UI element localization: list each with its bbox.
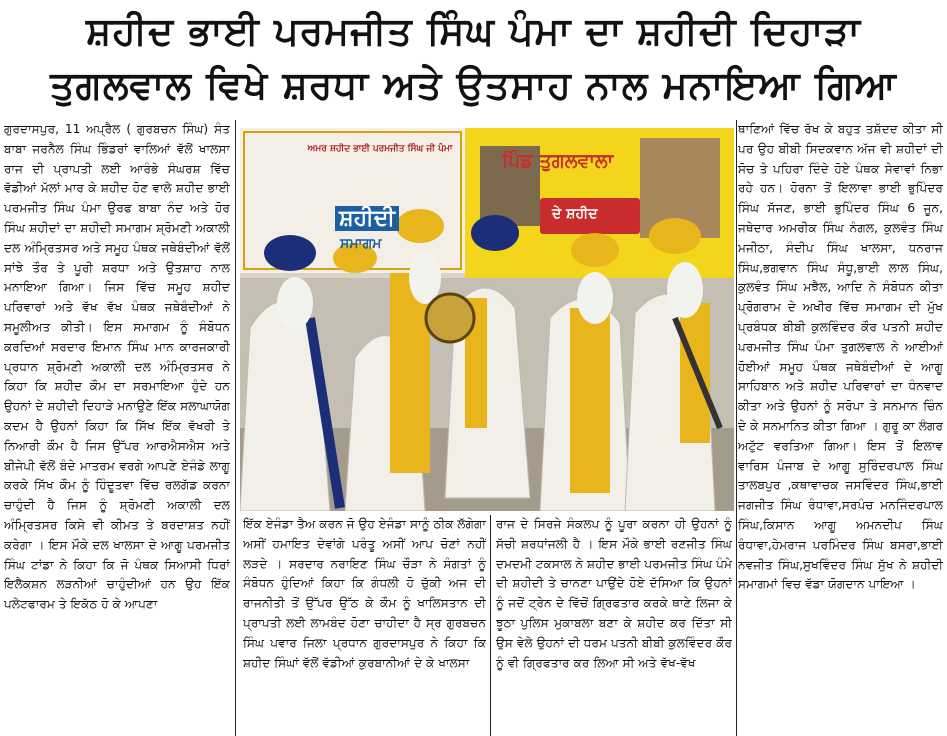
headline-line-2: ਤੁਗਲਵਾਲ ਵਿਖੇ ਸ਼ਰਧਾ ਅਤੇ ਉਤਸਾਹ ਨਾਲ ਮਨਾਇਆ ਗਿਆ (50, 63, 897, 107)
article-column-right (738, 120, 943, 736)
event-photo-illustration (240, 128, 734, 511)
article-text-right: ਥਾਣਿਆਂ ਵਿੱਚ ਰੱਖ ਕੇ ਬਹੁਤ ਤਸ਼ੱਦਦ ਕੀਤਾ ਸੀ ਪਰ ਉਹ ਬੀਬੀ ਸਿਦਕਵਾਨ ਅੱਜ ਵੀ ਸ਼ਹੀਦਾਂ ਦੀ ਸੋਚ ਤੇ ਪਹਿਰਾ ਦਿੰਦੇ ਹੋਏ ਪੰਥਕ ਸੇਵਾਵਾਂ ਨਿਭਾ ਰਹੇ ਹਨ। ਹੋਰਨਾ ਤੋਂ ਇਲਾਵਾ ਭਾਈ ਭੁਪਿੰਦਰ ਸਿੰਘ ਸੱਜਣ, ਭਾਈ ਭੁਪਿੰਦਰ ਸਿੰਘ 6 ਜੂਨ, ਜਥੇਦਾਰ ਅਮਰੀਕ ਸਿੰਘ ਨੰਗਲ, ਕੁਲਵੰਤ ਸਿੰਘ ਮਜੀਠਾ, ਸੰਦੀਪ ਸਿੰਘ ਖਾਲਸਾ, ਧਨਰਾਜ ਸਿੰਘ,ਭਗਵਾਨ ਸਿੰਘ ਸੰਧੂ,ਭਾਈ ਲਾਲ ਸਿੰਘ, ਕੁਲਵੰਤ ਸਿੰਘ ਮਝੈਲ, ਆਦਿ ਨੇ ਸੰਬੋਧਨ ਕੀਤਾ ਪ੍ਰੋਗਰਾਮ ਦੇ ਅਖੀਰ ਵਿੱਚ ਸਮਾਗਮ ਦੀ ਮੁੱਖ ਪ੍ਰਬੰਧਕ ਬੀਬੀ ਕੁਲਵਿੰਦਰ ਕੌਰ ਪਤਨੀ ਸ਼ਹੀਦ ਪਰਮਜੀਤ ਸਿੰਘ ਪੰਮਾ ਤੁਗਲਵਾਲ ਨੇ ਆਈਆਂ ਹੋਈਆਂ ਸਮੂਹ ਪੰਥਕ ਜਥੇਬੰਦੀਆਂ ਦੇ ਆਗੂ ਸਾਹਿਬਾਨ ਅਤੇ ਸ਼ਹੀਦ ਪਰਿਵਾਰਾਂ ਦਾ ਧੰਨਵਾਦ ਕੀਤਾ ਅਤੇ ਉਹਨਾਂ ਨੂੰ ਸਰੋਪਾ ਤੇ ਸਨਮਾਨ ਚਿੰਨ ਦੇ ਕੇ ਸਨਮਾਨਿਤ ਕੀਤਾ ਗਿਆ । ਗੁਰੂ ਕਾ ਲੰਗਰ ਅਟੁੱਟ ਵਰਤਿਆ ਗਿਆ। ਇਸ ਤੋਂ ਇਲਾਵ ਵਾਰਿਸ ਪੰਜਾਬ ਦੇ ਆਗੂ ਸੁਰਿੰਦਰਪਾਲ ਸਿੰਘ ਤਾਲਬਪੁਰ ,ਕਥਾਵਾਚਕ ਜਸਵਿੰਦਰ ਸਿੰਘ,ਭਾਈ ਜਗਜੀਤ ਸਿੰਘ ਰੰਧਾਵਾ,ਸਰਪੰਚ ਮਨਜਿੰਦਰਪਾਲ ਸਿੰਘ,ਕਿਸਾਨ ਆਗੂ ਅਮਨਦੀਪ ਸਿੰਘ ਰੰਧਾਵਾ,ਹੇਮਰਾਜ ਪਰਮਿੰਦਰ ਸਿੰਘ ਬਸਰਾ,ਭਾਈ ਨਵਜੀਤ ਸਿੰਘ,ਸੁਖਵਿੰਦਰ ਸਿੰਘ ਸੁੱਖ ਨੇ ਸ਼ਹੀਦੀ ਸਮਾਗਮਾਂ ਵਿਚ ਵੱਡਾ ਯੋਗਦਾਨ ਪਾਇਆ । (738, 122, 943, 592)
banner-right-title: ਪਿੰਡ ਤੁਗਲਵਾਲਾ (502, 150, 614, 172)
rule-mid (490, 515, 491, 736)
banner-left-heading: ਸ਼ਹੀਦੀ (335, 206, 399, 231)
rule-left (235, 120, 236, 736)
headline-line-1: ਸ਼ਹੀਦ ਭਾਈ ਪਰਮਜੀਤ ਸਿੰਘ ਪੰਮਾ ਦਾ ਸ਼ਹੀਦੀ ਦਿਹਾੜਾ (85, 9, 862, 53)
article-text-mid-1: ਇੱਕ ਏਜੰਡਾ ਤੈਅ ਕਰਨ ਜੋ ਉਹ ਏਜੰਡਾ ਸਾਨੂੰ ਠੀਕ ਲੱਗੇਗਾ ਅਸੀਂ ਹਮਾਇਤ ਦੇਵਾਂਗੇ ਪਰੰਤੂ ਅਸੀਂ ਆਪ ਚੋਣਾਂ ਨਹੀਂ ਲੜਦੇ । ਸਰਦਾਰ ਨਰਾਇਣ ਸਿੰਘ ਚੌੜਾ ਨੇ ਸੰਗਤਾਂ ਨੂੰ ਸੰਬੋਧਨ ਹੁੰਦਿਆਂ ਕਿਹਾ ਕਿ ਗੰਧਲੀ ਹੋ ਚੁੱਕੀ ਅਜ ਦੀ ਰਾਜਨੀਤੀ ਤੋਂ ਉੱਪਰ ਉੱਠ ਕੇ ਕੌਮ ਨੂੰ ਖਾਲਿਸਤਾਨ ਦੀ ਪ੍ਰਾਪਤੀ ਲਈ ਲਾਮਬੰਦ ਹੋਣਾ ਚਾਹੀਦਾ ਹੈ ਸ੍ਰ ਗੁਰਬਚਨ ਸਿੰਘ ਪਵਾਰ ਜਿਲਾ ਪ੍ਰਧਾਨ ਗੁਰਦਾਸਪੁਰ ਨੇ ਕਿਹਾ ਕਿ ਸ਼ਹੀਦ ਸਿੰਘਾਂ ਵੱਲੋਂ ਵੱਡੀਆਂ ਕੁਰਬਾਨੀਆਂ ਦੇ ਕੇ ਖਾਲਸਾ (243, 517, 486, 670)
article-column-mid-2 (496, 515, 732, 736)
event-photo (240, 128, 734, 511)
rule-right (736, 120, 737, 736)
banner-right-subtitle: ਦੇ ਸ਼ਹੀਦ (552, 206, 598, 222)
banner-left-heading-2: ਸਮਾਗਮ (340, 236, 382, 252)
article-text-left: ਗੁਰਦਾਸਪੁਰ, 11 ਅਪ੍ਰੈਲ ( ਗੁਰਬਚਨ ਸਿੰਘ) ਸੰਤ ਬਾਬਾ ਜਰਨੈਲ ਸਿੰਘ ਭਿੰਡਰਾਂ ਵਾਲਿਆਂ ਵੱਲੋਂ ਖਾਲਸਾ ਰਾਜ ਦੀ ਪ੍ਰਾਪਤੀ ਲਈ ਆਰੰਭੇ ਸੰਘਰਸ਼ ਵਿੱਚ ਵੱਡੀਆਂ ਮੱਲਾਂ ਮਾਰ ਕੇ ਸ਼ਹੀਦ ਹੋਣ ਵਾਲੇ ਸ਼ਹੀਦ ਭਾਈ ਪਰਮਜੀਤ ਸਿੰਘ ਪੰਮਾ ਉਰਫ ਬਾਬਾ ਨੰਦ ਅਤੇ ਹੋਰ ਸਿੰਘ ਸ਼ਹੀਦਾਂ ਦਾ ਸ਼ਹੀਦੀ ਸਮਾਗਮ ਸ਼੍ਰੋਮਣੀ ਅਕਾਲੀ ਦਲ ਅੰਮ੍ਰਿਤਸਰ ਅਤੇ ਸਮੂਹ ਪੰਥਕ ਜਥੇਬੰਦੀਆਂ ਵੱਲੋਂ ਸਾਂਝੇ ਤੌਰ ਤੇ ਪੂਰੀ ਸ਼ਰਧਾ ਅਤੇ ਉਤਸ਼ਾਹ ਨਾਲ ਮਨਾਇਆ ਗਿਆ। ਜਿਸ ਵਿੱਚ ਸਮੂਹ ਸ਼ਹੀਦ ਪਰਿਵਾਰਾਂ ਅਤੇ ਵੱਖ ਵੱਖ ਪੰਥਕ ਜਥੇਬੰਦੀਆਂ ਨੇ ਸਮੂਲੀਅਤ ਕੀਤੀ। ਇਸ ਸਮਾਗਮ ਨੂੰ ਸੰਬੋਧਨ ਕਰਦਿਆਂ ਸਰਦਾਰ ਇਮਾਨ ਸਿੰਘ ਮਾਨ ਕਾਰਜਕਾਰੀ ਪ੍ਰਧਾਨ ਸ਼੍ਰੋਮਣੀ ਅਕਾਲੀ ਦਲ ਅੰਮ੍ਰਿਤਸਰ ਨੇ ਕਿਹਾ ਕਿ ਸ਼ਹੀਦ ਕੌਮ ਦਾ ਸਰਮਾਇਆ ਹੁੰਦੇ ਹਨ ਉਹਨਾਂ ਦੇ ਸ਼ਹੀਦੀ ਦਿਹਾੜੇ ਮਨਾਉਣੇ ਇੱਕ ਸਲਾਘਾਯੋਗ ਕਦਮ ਹੈ ਉਹਨਾਂ ਕਿਹਾ ਕਿ ਸਿੱਖ ਇੱਕ ਵੱਖਰੀ ਤੇ ਨਿਆਰੀ ਕੌਮ ਹੈ ਜਿਸ ਉੱਪਰ ਆਰਐਸਐਸ ਅਤੇ ਬੀਜੇਪੀ ਵੱਲੋਂ ਬੰਦੇ ਮਾਤਰਮ ਵਰਗੇ ਆਪਣੇ ਏਜੰਡੇ ਲਾਗੂ ਕਰਕੇ ਸਿੱਖ ਕੌਮ ਨੂੰ ਹਿੰਦੂਤਵਾ ਵਿੱਚ ਰਲਗੱਡ ਕਰਨਾ ਚਾਹੁੰਦੀ ਹੈ ਜਿਸ ਨੂੰ ਸ਼੍ਰੋਮਣੀ ਅਕਾਲੀ ਦਲ ਅੰਮ੍ਰਿਤਸਰ ਕਿਸੇ ਵੀ ਕੀਮਤ ਤੇ ਬਰਦਾਸ਼ਤ ਨਹੀਂ ਕਰੇਗਾ । ਇਸ ਮੌਕੇ ਦਲ ਖਾਲਸਾ ਦੇ ਆਗੂ ਪਰਮਜੀਤ ਸਿੰਘ ਟਾਂਡਾ ਨੇ ਕਿਹਾ ਕਿ ਜੋ ਪੰਥਕ ਸਿਆਸੀ ਧਿਰਾਂ ਇਲੈਕਸ਼ਨ ਲੜਨੀਆਂ ਚਾਹੁੰਦੀਆਂ ਹਨ ਉਹ ਇੱਕ ਪਲੇਟਫਾਰਮ ਤੇ ਇਕੱਠ ਹੋ ਕੇ ਆਪਣਾ (4, 122, 230, 612)
article-column-mid-1 (243, 515, 486, 736)
banner-left-top: ਅਮਰ ਸ਼ਹੀਦ ਭਾਈ ਪਰਮਜੀਤ ਸਿੰਘ ਜੀ ਪੰਮਾ (307, 144, 453, 154)
article-text-mid-2: ਰਾਜ ਦੇ ਸਿਰਜੇ ਸੰਕਲਪ ਨੂੰ ਪੂਰਾ ਕਰਨਾ ਹੀ ਉਹਨਾਂ ਨੂੰ ਸੱਚੀ ਸ਼ਰਧਾਂਜਲੀ ਹੈ । ਇਸ ਮੌਕੇ ਭਾਈ ਰਣਜੀਤ ਸਿੰਘ ਦਮਦਮੀ ਟਕਸਾਲ ਨੇ ਸ਼ਹੀਦ ਭਾਈ ਪਰਮਜੀਤ ਸਿੰਘ ਪੰਮੇ ਦੀ ਸ਼ਹੀਦੀ ਤੇ ਚਾਨਣਾ ਪਾਉਂਦੇ ਹੋਏ ਦੱਸਿਆ ਕਿ ਉਹਨਾਂ ਨੂੰ ਜਦੋਂ ਟ੍ਰੇਨ ਦੇ ਵਿੱਚੋਂ ਗ੍ਰਿਫਤਾਰ ਕਰਕੇ ਥਾਣੇ ਲਿਜਾ ਕੇ ਝੂਠਾ ਪੁਲਿਸ ਮੁਕਾਬਲਾ ਬਣਾ ਕੇ ਸ਼ਹੀਦ ਕਰ ਦਿੱਤਾ ਸੀ ਉਸ ਵੇਲੇ ਉਹਨਾਂ ਦੀ ਧਰਮ ਪਤਨੀ ਬੀਬੀ ਕੁਲਵਿੰਦਰ ਕੌਰ ਨੂੰ ਵੀ ਗ੍ਰਿਫਤਾਰ ਕਰ ਲਿਆ ਸੀ ਅਤੇ ਵੱਖ-ਵੱਖ (496, 517, 732, 670)
article-column-left (4, 120, 230, 736)
